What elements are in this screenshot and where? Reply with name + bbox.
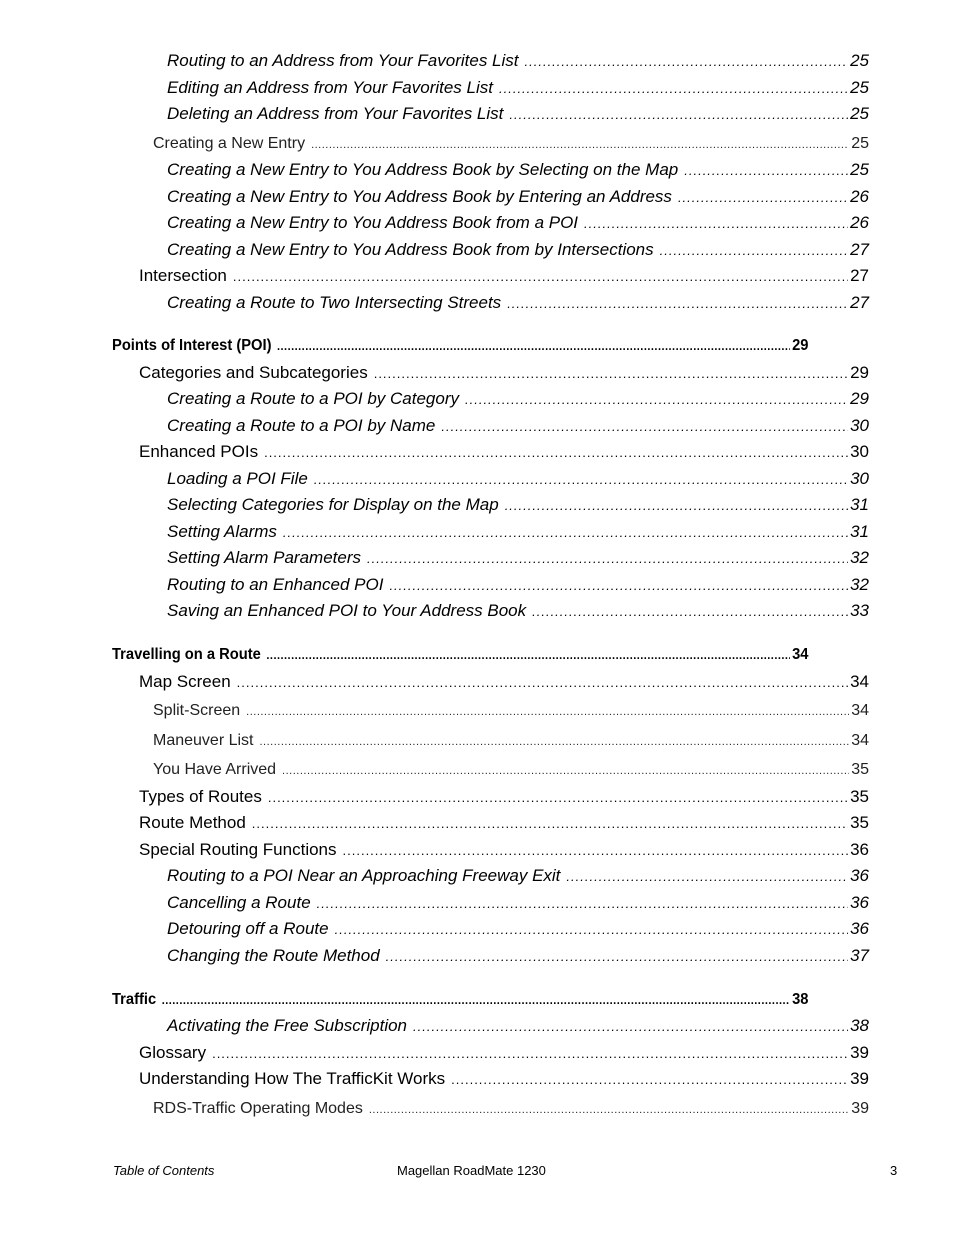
toc-entry-title: Creating a Route to Two Intersecting Streets [167, 293, 502, 312]
toc-entry-title: Cancelling a Route [167, 893, 311, 912]
dot-leader [162, 989, 791, 1011]
dot-leader [386, 946, 848, 968]
toc-entry-page-number: 35 [851, 761, 869, 778]
dot-leader [507, 293, 848, 315]
toc-entry-title: Creating a New Entry to You Address Book by Entering an Address [167, 187, 672, 206]
dot-leader [283, 522, 848, 544]
toc-entry[interactable] [139, 1068, 869, 1090]
toc-entry-page-number: 33 [850, 601, 869, 620]
toc-entry-title: Route Method [139, 813, 246, 832]
toc-entry-title: Points of Interest (POI) [112, 337, 272, 354]
toc-entry[interactable] [167, 918, 869, 940]
toc-entry-title: Deleting an Address from Your Favorites List [167, 104, 504, 123]
dot-leader [465, 389, 848, 411]
toc-entry-page-number: 31 [850, 522, 869, 541]
toc-entry[interactable] [153, 730, 869, 752]
toc-entry-title: Creating a Route to a POI by Name [167, 416, 436, 435]
toc-entry[interactable] [167, 159, 869, 181]
dot-leader [451, 1069, 848, 1091]
toc-entry-title: Map Screen [139, 672, 231, 691]
toc-entry-page-number: 37 [850, 946, 869, 965]
toc-entry[interactable] [167, 415, 869, 437]
toc-entry[interactable] [139, 441, 869, 463]
dot-leader [237, 672, 848, 694]
toc-entry-page-number: 39 [851, 1100, 869, 1117]
toc-entry-title: Glossary [139, 1043, 207, 1062]
toc-entry-page-number: 27 [850, 293, 869, 312]
toc-entry-title: Enhanced POIs [139, 442, 259, 461]
toc-entry-page-number: 30 [850, 442, 869, 461]
toc-entry-page-number: 34 [792, 646, 809, 663]
toc-entry[interactable] [167, 388, 869, 410]
dot-leader [584, 213, 848, 235]
toc-entry-title: Editing an Address from Your Favorites List [167, 78, 493, 97]
toc-entry[interactable] [167, 186, 869, 208]
toc-entry[interactable] [167, 494, 869, 516]
toc-entry-page-number: 38 [850, 1016, 869, 1035]
toc-entry-page-number: 25 [850, 51, 869, 70]
toc-entry[interactable] [167, 1015, 869, 1037]
toc-entry[interactable] [167, 600, 869, 622]
toc-entry-title: Setting Alarms [167, 522, 277, 541]
dot-leader [266, 644, 790, 666]
toc-entry-title: Creating a Route to a POI by Category [167, 389, 459, 408]
toc-entry-page-number: 32 [850, 575, 869, 594]
toc-entry-title: Understanding How The TrafficKit Works [139, 1069, 446, 1088]
toc-entry-page-number: 30 [850, 416, 869, 435]
dot-leader [268, 787, 848, 809]
toc-entry-title: Maneuver List [153, 732, 254, 749]
toc-entry[interactable] [139, 671, 869, 693]
dot-leader [441, 416, 848, 438]
dot-leader [367, 548, 848, 570]
toc-entry-page-number: 25 [851, 135, 869, 152]
toc-entry-page-number: 39 [850, 1043, 869, 1062]
toc-entry-page-number: 29 [850, 363, 869, 382]
toc-entry-page-number: 26 [850, 187, 869, 206]
toc-entry-title: Setting Alarm Parameters [167, 548, 361, 567]
dot-leader [252, 813, 848, 835]
dot-leader [317, 893, 848, 915]
dot-leader [314, 469, 848, 491]
toc-entry-title: Creating a New Entry to You Address Book by Selecting on the Map [167, 160, 679, 179]
dot-leader [277, 335, 790, 357]
dot-leader [389, 575, 848, 597]
toc-entry-page-number: 34 [850, 672, 869, 691]
dot-leader [212, 1043, 848, 1065]
toc-entry-title: Creating a New Entry to You Address Book from a POI [167, 213, 579, 232]
toc-entry-page-number: 39 [850, 1069, 869, 1088]
dot-leader [566, 866, 848, 888]
toc-entry-title: Saving an Enhanced POI to Your Address Book [167, 601, 527, 620]
toc-entry-page-number: 27 [850, 240, 869, 259]
toc-entry[interactable] [139, 362, 869, 384]
toc-entry-title: Loading a POI File [167, 469, 308, 488]
toc-entry[interactable] [167, 865, 869, 887]
toc-entry[interactable] [112, 335, 808, 357]
toc-entry[interactable] [139, 1042, 869, 1064]
toc-entry-page-number: 38 [792, 991, 809, 1008]
toc-entry[interactable] [167, 892, 869, 914]
toc-entry-title: Types of Routes [139, 787, 262, 806]
toc-entry[interactable] [139, 786, 869, 808]
toc-entry[interactable] [167, 103, 869, 125]
toc-entry[interactable] [167, 521, 869, 543]
toc-entry[interactable] [167, 574, 869, 596]
toc-entry-page-number: 35 [850, 813, 869, 832]
toc-entry-title: Travelling on a Route [112, 646, 261, 663]
dot-leader [260, 731, 850, 753]
toc-entry-page-number: 35 [850, 787, 869, 806]
dot-leader [343, 840, 849, 862]
toc-entry-page-number: 29 [792, 337, 809, 354]
dot-leader [505, 495, 848, 517]
dot-leader [525, 51, 849, 73]
toc-entry-page-number: 29 [850, 389, 869, 408]
toc-entry-page-number: 36 [850, 893, 869, 912]
toc-entry-page-number: 36 [850, 840, 869, 859]
dot-leader [660, 240, 848, 262]
dot-leader [335, 919, 848, 941]
toc-entry[interactable] [153, 133, 869, 155]
toc-entry[interactable] [153, 700, 869, 722]
toc-entry-title: Routing to a POI Near an Approaching Freeway Exit [167, 866, 561, 885]
footer-section-title: Table of Contents [113, 1163, 215, 1178]
toc-entry-page-number: 34 [851, 702, 869, 719]
toc-entry-page-number: 32 [850, 548, 869, 567]
dot-leader [678, 187, 848, 209]
dot-leader [282, 760, 849, 782]
toc-entry-title: Split-Screen [153, 702, 241, 719]
toc-entry-page-number: 25 [850, 104, 869, 123]
toc-entry-page-number: 36 [850, 919, 869, 938]
toc-entry[interactable] [112, 989, 808, 1011]
toc-entry[interactable] [139, 812, 869, 834]
toc-entry-page-number: 25 [850, 78, 869, 97]
dot-leader [532, 601, 848, 623]
dot-leader [509, 104, 848, 126]
toc-entry-title: Selecting Categories for Display on the Map [167, 495, 499, 514]
toc-entry-title: Detouring off a Route [167, 919, 329, 938]
toc-entry-page-number: 30 [850, 469, 869, 488]
toc-entry-page-number: 31 [850, 495, 869, 514]
toc-entry[interactable] [153, 1098, 869, 1120]
toc-entry-page-number: 27 [850, 266, 869, 285]
dot-leader [369, 1099, 849, 1121]
dot-leader [374, 363, 848, 385]
toc-entry[interactable] [139, 839, 869, 861]
footer-product-name: Magellan RoadMate 1230 [397, 1163, 546, 1178]
toc-entry[interactable] [112, 644, 808, 666]
toc-entry-title: Routing to an Address from Your Favorites List [167, 51, 519, 70]
toc-entry-title: Intersection [139, 266, 227, 285]
dot-leader [246, 701, 849, 723]
dot-leader [413, 1016, 848, 1038]
toc-entry-page-number: 26 [850, 213, 869, 232]
dot-leader [233, 266, 848, 288]
toc-entry-page-number: 36 [850, 866, 869, 885]
toc-entry-title: Categories and Subcategories [139, 363, 368, 382]
toc-entry[interactable] [167, 239, 869, 261]
dot-leader [311, 134, 849, 156]
toc-entry[interactable] [167, 50, 869, 72]
toc-entry-title: Traffic [112, 991, 157, 1008]
toc-entry[interactable] [167, 77, 869, 99]
toc-entry[interactable] [167, 468, 869, 490]
toc-entry-page-number: 25 [850, 160, 869, 179]
toc-entry[interactable] [167, 292, 869, 314]
toc-entry-page-number: 34 [851, 732, 869, 749]
dot-leader [264, 442, 848, 464]
toc-entry-title: You Have Arrived [153, 761, 277, 778]
dot-leader [684, 160, 848, 182]
toc-entry-title: Activating the Free Subscription [167, 1016, 408, 1035]
toc-entry[interactable] [167, 547, 869, 569]
toc-entry-title: RDS-Traffic Operating Modes [153, 1100, 363, 1117]
toc-entry-title: Changing the Route Method [167, 946, 380, 965]
footer-page-number: 3 [890, 1163, 898, 1178]
toc-entry[interactable] [153, 759, 869, 781]
dot-leader [499, 78, 848, 100]
toc-entry-title: Creating a New Entry [153, 135, 306, 152]
toc-entry[interactable] [139, 265, 869, 287]
toc-entry[interactable] [167, 212, 869, 234]
toc-entry-title: Routing to an Enhanced POI [167, 575, 384, 594]
toc-entry-title: Special Routing Functions [139, 840, 337, 859]
toc-entry[interactable] [167, 945, 869, 967]
toc-entry-title: Creating a New Entry to You Address Book from by Intersections [167, 240, 654, 259]
